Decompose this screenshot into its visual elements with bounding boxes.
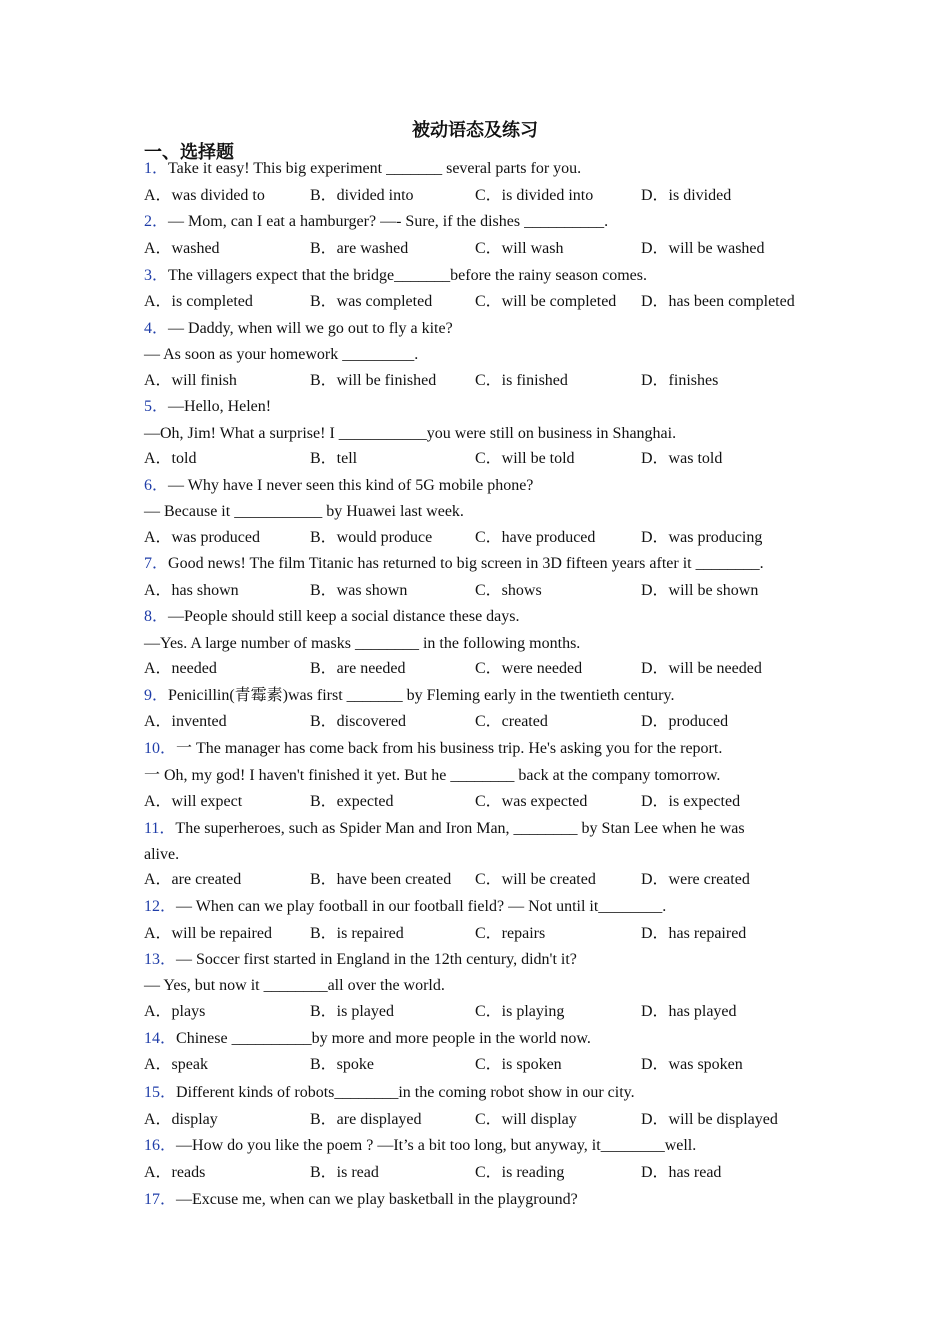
question-number: 2． (144, 213, 169, 230)
options-8 (144, 659, 844, 679)
option-d[interactable]: D．produced (641, 713, 729, 730)
options-7 (144, 581, 844, 601)
option-d[interactable]: D．will be displayed (641, 1111, 778, 1128)
options-9 (144, 712, 844, 732)
question-text: — Why have I never seen this kind of 5G mobile phone? (168, 477, 534, 494)
question-text: — Soccer first started in England in the 12th century, didn't it? (176, 951, 577, 968)
options-4 (144, 371, 844, 391)
question-8 (144, 607, 824, 627)
option-d[interactable]: D．will be washed (641, 240, 765, 257)
option-b[interactable]: B．divided into (310, 187, 414, 204)
question-10 (144, 739, 824, 759)
option-a[interactable]: A．will expect (144, 793, 243, 810)
question-number: 1． (144, 160, 169, 177)
option-b[interactable]: B．are needed (310, 660, 406, 677)
option-a[interactable]: A．washed (144, 240, 220, 257)
option-d[interactable]: D．was spoken (641, 1056, 743, 1073)
question-4-line-2: — As soon as your homework _________. (144, 346, 419, 363)
option-a[interactable]: A．has shown (144, 582, 239, 599)
option-c[interactable]: C．was expected (475, 793, 588, 810)
option-c[interactable]: C．will display (475, 1111, 577, 1128)
question-text: 一 The manager has come back from his business trip. He's asking you for the report. (176, 740, 723, 757)
option-a[interactable]: A．was produced (144, 529, 260, 546)
option-d[interactable]: D．has repaired (641, 925, 747, 942)
option-b[interactable]: B．is read (310, 1164, 379, 1181)
question-number: 10． (144, 740, 177, 757)
question-6-line-2: — Because it ___________ by Huawei last week. (144, 503, 464, 520)
option-d[interactable]: D．has played (641, 1003, 737, 1020)
options-13 (144, 1002, 844, 1022)
question-9 (144, 686, 824, 706)
option-b[interactable]: B．spoke (310, 1056, 375, 1073)
page-title: 被动语态及练习 (412, 120, 538, 141)
question-14 (144, 1029, 824, 1049)
question-text: Good news! The film Titanic has returned to big screen in 3D fifteen years after it ________. (168, 555, 764, 572)
question-number: 4． (144, 320, 169, 337)
option-c[interactable]: C．repairs (475, 925, 546, 942)
question-4 (144, 319, 824, 339)
question-5 (144, 397, 824, 417)
option-c[interactable]: C．created (475, 713, 548, 730)
options-11 (144, 870, 844, 890)
question-12 (144, 897, 824, 917)
option-a[interactable]: A．was divided to (144, 187, 265, 204)
question-number: 7． (144, 555, 169, 572)
option-b[interactable]: B．discovered (310, 713, 406, 730)
question-number: 6． (144, 477, 169, 494)
option-a[interactable]: A．will be repaired (144, 925, 272, 942)
question-text: — When can we play football in our football field? — Not until it________. (176, 898, 667, 915)
option-d[interactable]: D．has been completed (641, 293, 795, 310)
question-text: — Daddy, when will we go out to fly a kite? (168, 320, 453, 337)
question-number: 3． (144, 267, 169, 284)
option-c[interactable]: C．were needed (475, 660, 583, 677)
option-a[interactable]: A．display (144, 1111, 218, 1128)
option-d[interactable]: D．finishes (641, 372, 719, 389)
option-c[interactable]: C．shows (475, 582, 542, 599)
question-11-line-2: alive. (144, 846, 180, 863)
option-c[interactable]: C．is playing (475, 1003, 565, 1020)
question-text: —People should still keep a social distance these days. (168, 608, 520, 625)
options-16 (144, 1163, 844, 1183)
question-number: 15． (144, 1084, 177, 1101)
option-c[interactable]: C．will wash (475, 240, 564, 257)
question-3 (144, 266, 824, 286)
option-c[interactable]: C．is spoken (475, 1056, 562, 1073)
option-b[interactable]: B．was completed (310, 293, 433, 310)
question-6 (144, 476, 824, 496)
options-2 (144, 239, 844, 259)
question-number: 9． (144, 687, 169, 704)
question-number: 13． (144, 951, 177, 968)
option-b[interactable]: B．are displayed (310, 1111, 422, 1128)
question-10-line-2: 一 Oh, my god! I haven't finished it yet. But he ________ back at the company tomorrow. (144, 767, 721, 784)
question-7 (144, 554, 824, 574)
option-c[interactable]: C．is finished (475, 372, 568, 389)
options-10 (144, 792, 844, 812)
question-1 (144, 159, 824, 179)
question-16 (144, 1136, 824, 1156)
option-c[interactable]: C．will be told (475, 450, 575, 467)
question-5-line-2: —Oh, Jim! What a surprise! I ___________you were still on business in Shanghai. (144, 425, 677, 442)
option-a[interactable]: A．reads (144, 1164, 206, 1181)
question-text: —Excuse me, when can we play basketball in the playground? (176, 1191, 578, 1208)
options-6 (144, 528, 844, 548)
question-13-line-2: — Yes, but now it ________all over the world. (144, 977, 445, 994)
option-c[interactable]: C．will be created (475, 871, 596, 888)
question-number: 17． (144, 1191, 177, 1208)
option-a[interactable]: A．will finish (144, 372, 237, 389)
option-b[interactable]: B．would produce (310, 529, 433, 546)
option-d[interactable]: D．is expected (641, 793, 741, 810)
question-number: 11． (144, 820, 176, 837)
question-number: 8． (144, 608, 169, 625)
option-a[interactable]: A．invented (144, 713, 227, 730)
question-text: Penicillin(青霉素)was first _______ by Fleming early in the twentieth century. (168, 687, 675, 704)
option-d[interactable]: D．will be shown (641, 582, 759, 599)
options-1 (144, 186, 844, 206)
option-c[interactable]: C．will be completed (475, 293, 617, 310)
option-b[interactable]: B．is played (310, 1003, 394, 1020)
question-text: Chinese __________by more and more people in the world now. (176, 1030, 591, 1047)
option-b[interactable]: B．are washed (310, 240, 409, 257)
question-text: Take it easy! This big experiment _______ several parts for you. (168, 160, 582, 177)
question-text: The superheroes, such as Spider Man and Iron Man, ________ by Stan Lee when he was (175, 820, 745, 837)
option-b[interactable]: B．tell (310, 450, 358, 467)
option-d[interactable]: D．is divided (641, 187, 732, 204)
question-number: 5． (144, 398, 169, 415)
question-text: —Hello, Helen! (168, 398, 272, 415)
option-d[interactable]: D．has read (641, 1164, 722, 1181)
option-b[interactable]: B．have been created (310, 871, 452, 888)
question-number: 12． (144, 898, 177, 915)
option-d[interactable]: D．will be needed (641, 660, 762, 677)
option-b[interactable]: B．will be finished (310, 372, 437, 389)
question-15 (144, 1083, 824, 1103)
question-number: 14． (144, 1030, 177, 1047)
question-11 (144, 819, 824, 839)
question-text: —How do you like the poem ? —It’s a bit too long, but anyway, it________well. (176, 1137, 697, 1154)
question-2 (144, 212, 824, 232)
section-heading: 一、选择题 (144, 142, 234, 163)
option-c[interactable]: C．is reading (475, 1164, 565, 1181)
question-number: 16． (144, 1137, 177, 1154)
option-b[interactable]: B．expected (310, 793, 394, 810)
option-a[interactable]: A．needed (144, 660, 217, 677)
question-text: The villagers expect that the bridge_______before the rainy season comes. (168, 267, 647, 284)
option-d[interactable]: D．was producing (641, 529, 763, 546)
option-b[interactable]: B．is repaired (310, 925, 404, 942)
option-b[interactable]: B．was shown (310, 582, 408, 599)
option-a[interactable]: A．plays (144, 1003, 206, 1020)
option-a[interactable]: A．are created (144, 871, 242, 888)
question-13 (144, 950, 824, 970)
option-a[interactable]: A．is completed (144, 293, 253, 310)
option-d[interactable]: D．was told (641, 450, 723, 467)
option-d[interactable]: D．were created (641, 871, 750, 888)
options-14 (144, 1055, 844, 1075)
options-12 (144, 924, 844, 944)
option-c[interactable]: C．is divided into (475, 187, 594, 204)
options-3 (144, 292, 844, 312)
question-text: Different kinds of robots________in the coming robot show in our city. (176, 1084, 635, 1101)
question-17 (144, 1190, 824, 1210)
options-15 (144, 1110, 844, 1130)
options-5 (144, 449, 844, 469)
question-text: — Mom, can I eat a hamburger? —- Sure, if the dishes __________. (168, 213, 609, 230)
question-8-line-2: —Yes. A large number of masks ________ in the following months. (144, 635, 581, 652)
option-a[interactable]: A．told (144, 450, 197, 467)
option-a[interactable]: A．speak (144, 1056, 208, 1073)
option-c[interactable]: C．have produced (475, 529, 596, 546)
